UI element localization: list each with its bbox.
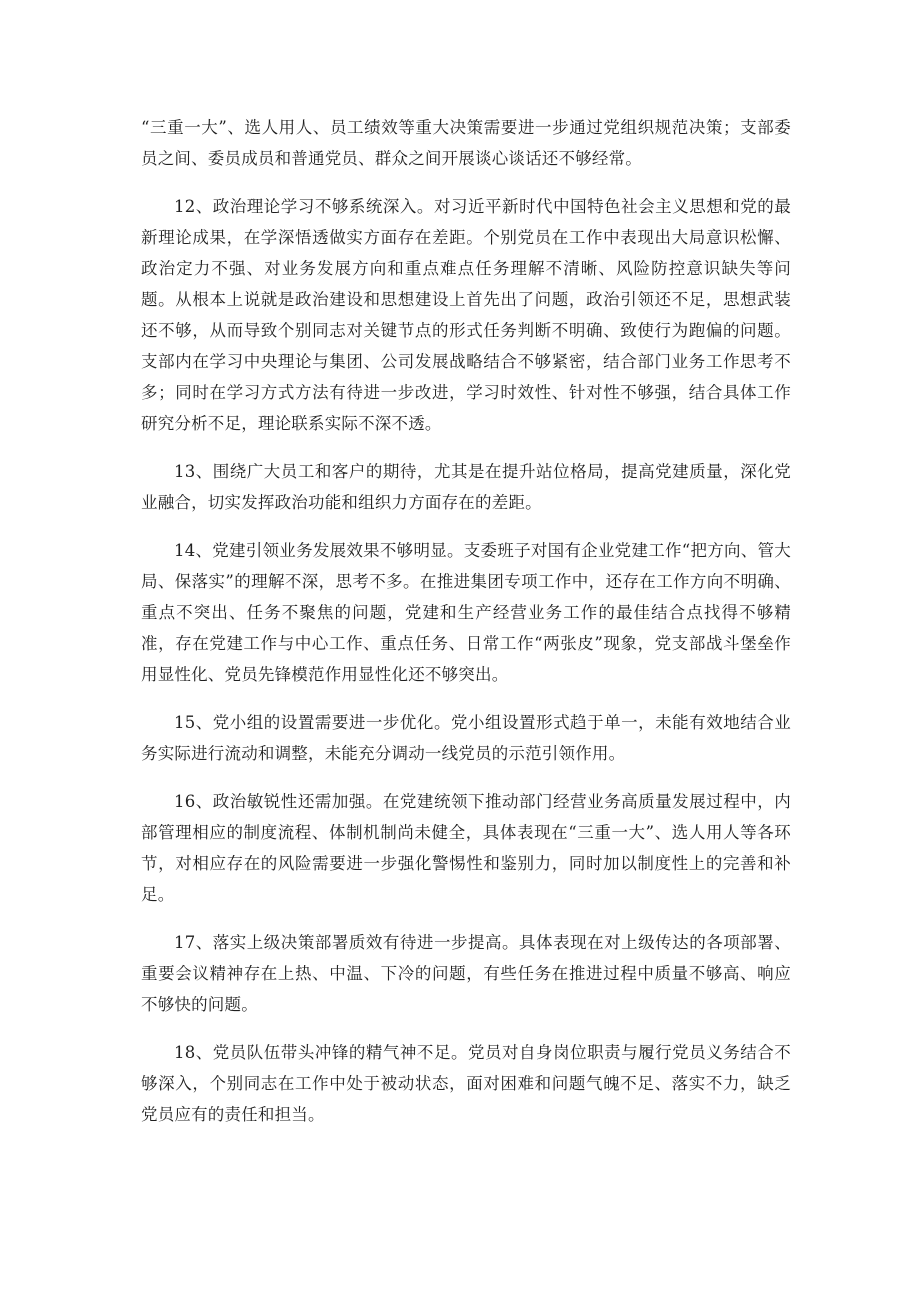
paragraph-item-16: 16、政治敏锐性还需加强。在党建统领下推动部门经营业务高质量发展过程中，内部管理相应的制度流程、体制机制尚未健全，具体表现在“三重一大”、选人用人等各环节，对相应存在的风险需要进一步强化警惕性和鉴别力，同时加以制度性上的完善和补足。 — [141, 792, 791, 904]
paragraph-item-18: 18、党员队伍带头冲锋的精气神不足。党员对自身岗位职责与履行党员义务结合不够深入，个别同志在工作中处于被动状态，面对困难和问题气魄不足、落实不力，缺乏党员应有的责任和担当。 — [141, 1043, 791, 1124]
paragraph-item-14: 14、党建引领业务发展效果不够明显。支委班子对国有企业党建工作“把方向、管大局、保落实”的理解不深，思考不多。在推进集团专项工作中，还存在工作方向不明确、重点不突出、任务不聚焦的问题，党建和生产经营业务工作的最佳结合点找得不够精准，存在党建工作与中心工作、重点任务、日常工作“两张皮”现象，党支部战斗堡垒作用显性化、党员先锋模范作用显性化还不够突出。 — [141, 541, 791, 684]
paragraph-item-17: 17、落实上级决策部署质效有待进一步提高。具体表现在对上级传达的各项部署、重要会议精神存在上热、中温、下冷的问题，有些任务在推进过程中质量不够高、响应不够快的问题。 — [141, 933, 791, 1014]
paragraph-item-12: 12、政治理论学习不够系统深入。对习近平新时代中国特色社会主义思想和党的最新理论成果，在学深悟透做实方面存在差距。个别党员在工作中表现出大局意识松懈、政治定力不强、对业务发展方向和重点难点任务理解不清晰、风险防控意识缺失等问题。从根本上说就是政治建设和思想建设上首先出了问题，政治引领还不足，思想武装还不够，从而导致个别同志对关键节点的形式任务判断不明确、致使行为跑偏的问题。支部内在学习中央理论与集团、公司发展战略结合不够紧密，结合部门业务工作思考不多；同时在学习方式方法有待进一步改进，学习时效性、针对性不够强，结合具体工作研究分析不足，理论联系实际不深不透。 — [141, 197, 791, 433]
paragraph-continuation: “三重一大”、选人用人、员工绩效等重大决策需要进一步通过党组织规范决策；支部委员之间、委员成员和普通党员、群众之间开展谈心谈话还不够经常。 — [141, 118, 791, 168]
document-body — [141, 112, 791, 1147]
paragraph-item-15: 15、党小组的设置需要进一步优化。党小组设置形式趋于单一，未能有效地结合业务实际进行流动和调整，未能充分调动一线党员的示范引领作用。 — [141, 713, 791, 763]
paragraph-item-13: 13、围绕广大员工和客户的期待，尤其是在提升站位格局，提高党建质量，深化党业融合，切实发挥政治功能和组织力方面存在的差距。 — [141, 462, 791, 512]
